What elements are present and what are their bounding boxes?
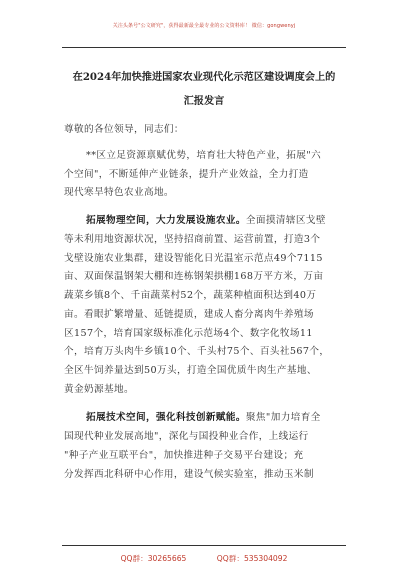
footer-qq-group-2: QQ群：535304092 bbox=[216, 554, 288, 563]
para1-line: 个空间"，不断延伸产业链条，提升产业效益，全力打造 bbox=[64, 169, 309, 180]
para3-line: 国现代种业发展高地"，深化与国投种业合作，上线运行 bbox=[64, 431, 309, 442]
document-title-line1: 在2024年加快推进国家农业现代化示范区建设调度会上的 bbox=[72, 71, 336, 83]
para2-line: 蔬菜乡镇8个、千亩蔬菜村52个，蔬菜种植面积达到40万 bbox=[64, 290, 317, 301]
para1-line: 现代寒旱特色农业高地。 bbox=[64, 187, 174, 198]
para2-first-rest: 全面摸清辖区戈壁 bbox=[245, 215, 326, 226]
para2-line: 黄金奶源基地。 bbox=[64, 384, 134, 395]
para2-line: 个，培育万头肉牛乡镇10个、千头村75个、百头社567个， bbox=[64, 346, 330, 357]
header-banner: 关注头条号"公文研究"，获得最新最全最专业的公文资料库！ 微信：gongwenyj bbox=[112, 23, 296, 29]
para2-line: 区157个，培育国家级标准化示范场4个、数字化牧场11 bbox=[64, 328, 313, 339]
footer-divider bbox=[62, 545, 346, 546]
para2-line: 亩、双面保温钢架大棚和连栋钢架拱棚168万平方米，万亩 bbox=[64, 271, 324, 282]
para2-line: 全区牛饲养量达到50万头，打造全国优质牛肉生产基地、 bbox=[64, 365, 317, 376]
para3-first-line bbox=[86, 409, 321, 423]
para2-first-line bbox=[86, 212, 326, 226]
para3-first-rest: 聚焦"加力培育全 bbox=[245, 412, 321, 423]
document-title-line2: 汇报发言 bbox=[183, 95, 225, 107]
para2-line: 戈壁设施农业集群，建设智能化日光温室示范点49个7115 bbox=[64, 253, 323, 264]
footer bbox=[0, 553, 408, 564]
para3-line: "种子产业互联平台"，加快推进种子交易平台建设；充 bbox=[64, 450, 304, 461]
para2-line: 亩。看眼扩繁增量、延链提质，建成人畜分离肉牛养殖场 bbox=[64, 309, 314, 320]
para3-line: 分发挥西北科研中心作用，建设气候实验室，推动玉米制 bbox=[64, 469, 314, 480]
para1-line: **区立足资源禀赋优势，培育壮大特色产业，拓展"六 bbox=[86, 150, 322, 161]
header-divider bbox=[62, 47, 346, 48]
para3-heading: 拓展技术空间，强化科技创新赋能。 bbox=[86, 412, 246, 423]
greeting: 尊敬的各位领导，同志们： bbox=[64, 124, 184, 135]
para2-line: 等未利用地资源状况，坚持招商前置、运营前置，打造3个 bbox=[64, 234, 321, 245]
footer-qq-group-1: QQ群：30265665 bbox=[120, 554, 187, 563]
para2-heading: 拓展物理空间，大力发展设施农业。 bbox=[86, 215, 246, 226]
